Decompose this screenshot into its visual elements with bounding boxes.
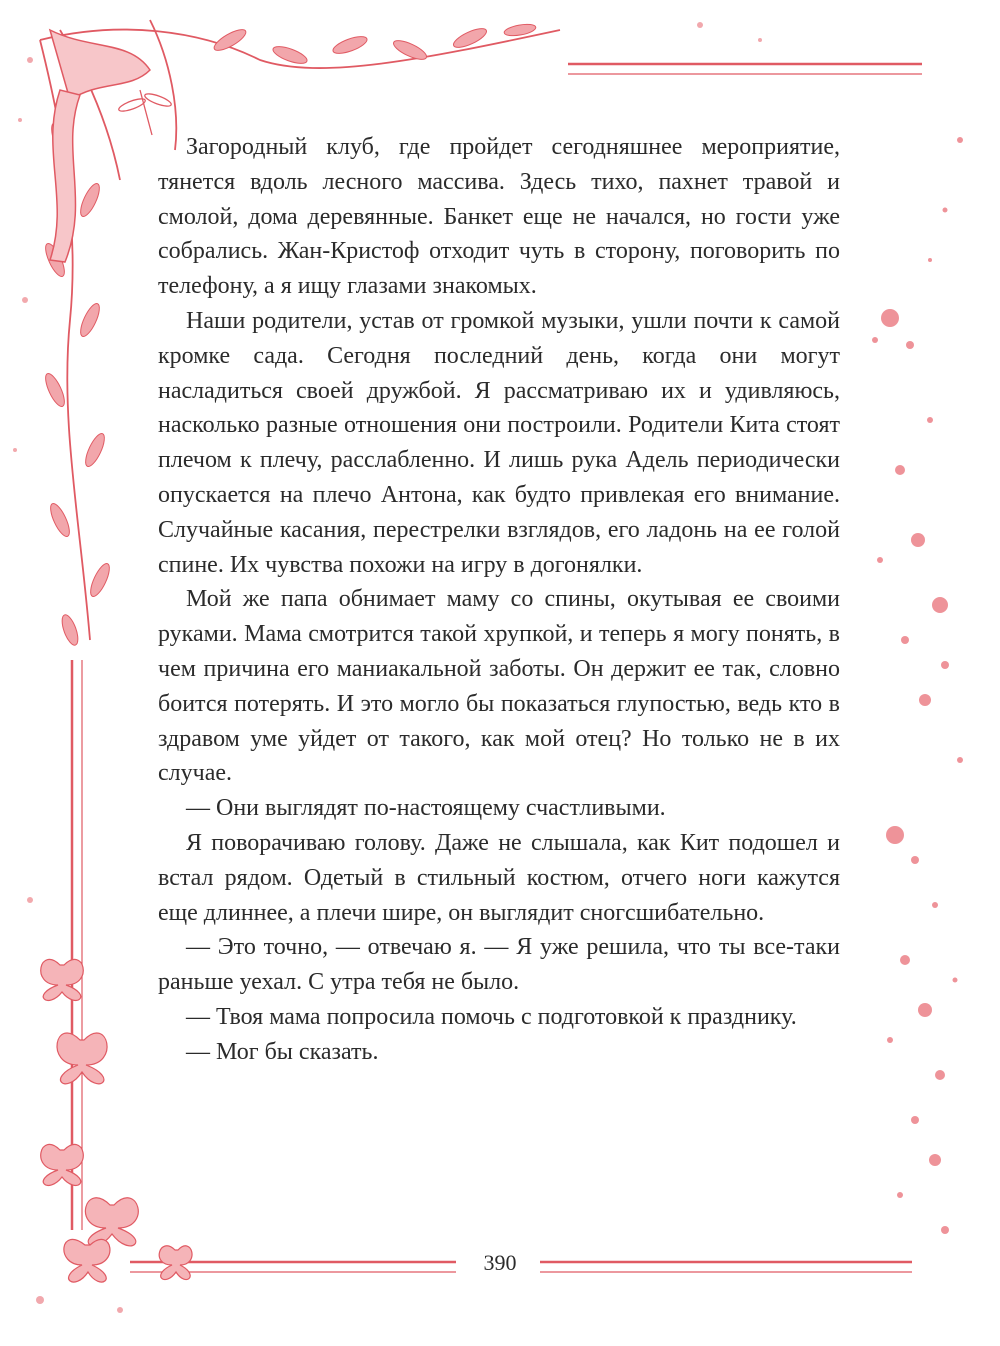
chapter-text <box>158 130 840 1070</box>
paragraph: Я поворачиваю голову. Даже не слышала, как Кит подошел и встал рядом. Одетый в стильный костюм, отчего ноги кажутся еще длиннее, а плечи шире, он выглядит сногсшибательно. <box>158 829 840 926</box>
paragraph: Загородный клуб, где пройдет сегодняшнее мероприятие, тянется вдоль лесного массива. Здесь тихо, пахнет травой и смолой, дома деревянные. Банкет еще не начался, но гости уже собрались. Жан-Кристоф отходит чуть в сторону, поговорить по телефону, а я ищу глазами знакомых. <box>158 134 840 300</box>
dialogue-line: — Мог бы сказать. <box>186 1038 379 1065</box>
page-number: 390 <box>483 1250 517 1275</box>
dialogue-line: — Это точно, — отвечаю я. — Я уже решила, что ты все-таки раньше уехал. С утра тебя не было. <box>158 934 840 996</box>
dragonfly-icon <box>117 90 172 135</box>
ribbon-icon <box>50 30 150 262</box>
paint-splatter-icon <box>872 137 963 1234</box>
paragraph: Мой же папа обнимает маму со спины, окутывая ее своими руками. Мама смотрится такой хрупкой, и теперь я могу понять, в чем причина его маниакальной заботы. Он держит ее так, словно боится потерять. И это могло бы показаться глупостью, ведь кто в здравом уме уйдет от такого, как мой отец? Но только не в их случае. <box>158 586 840 787</box>
dialogue-line: — Твоя мама попросила помочь с подготовкой к празднику. <box>186 1003 797 1030</box>
paragraph: Наши родители, устав от громкой музыки, ушли почти к самой кромке сада. Сегодня последний день, когда они могут насладиться своей дружбой. Я рассматриваю их и удивляюсь, насколько разные отношения они построили. Родители Кита стоят плечом к плечу, расслабленно. И лишь рука Адель периодически опускается на плечо Антона, как будто привлекая его внимание. Случайные касания, перестрелки взглядов, его ладонь на ее голой спине. Их чувства похожи на игру в догонялки. <box>158 307 840 578</box>
dialogue-line: — Они выглядят по-настоящему счастливыми. <box>186 795 666 822</box>
